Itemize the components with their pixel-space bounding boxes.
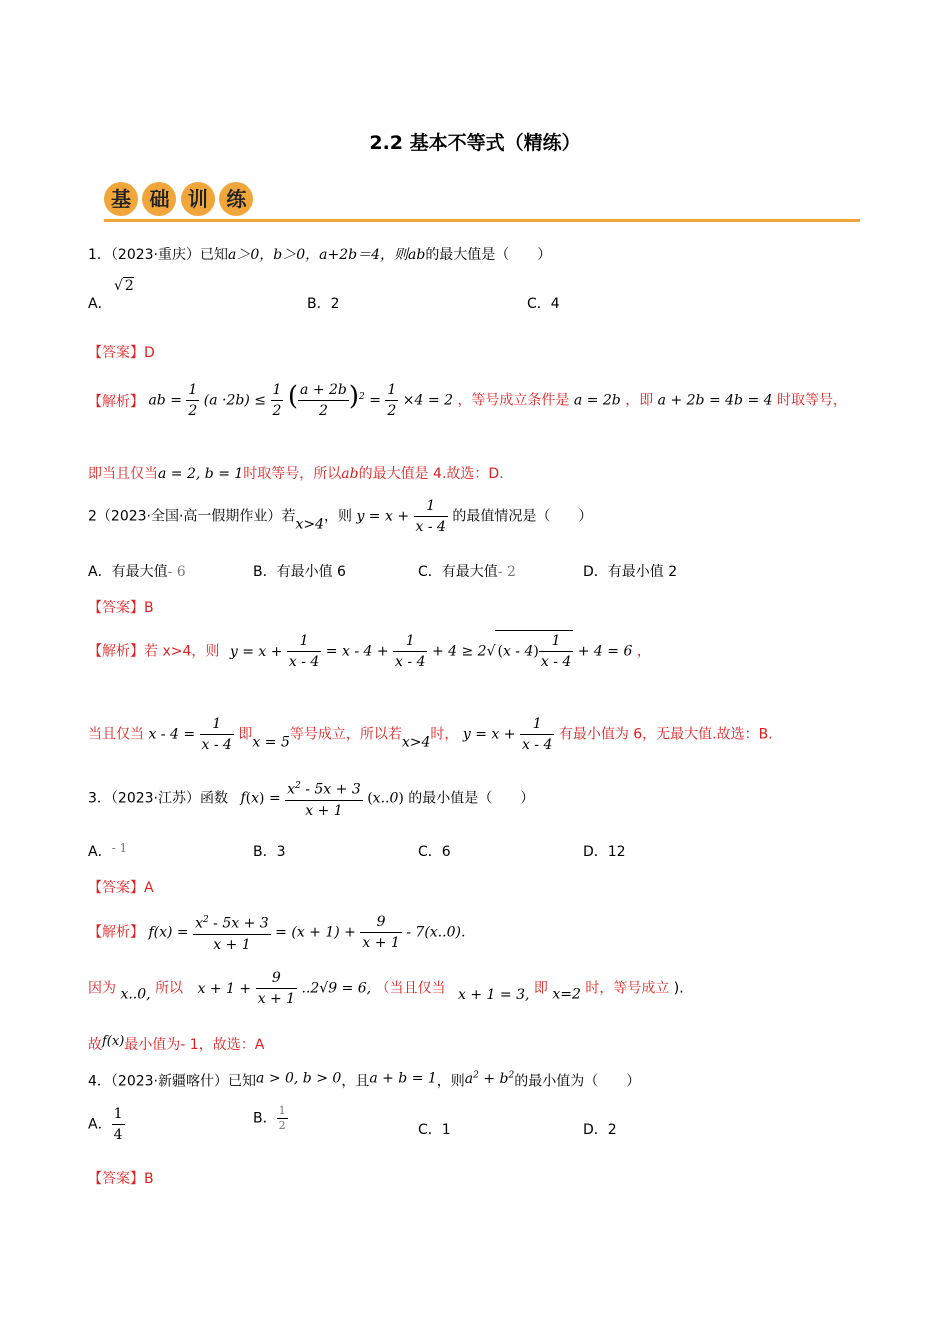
banner-char: 基 [104,182,138,216]
q1-option-a: A． [88,296,112,312]
q4-answer: 【答案】B [88,1171,154,1187]
q2-option-a: A．有最大值- 6 [88,564,186,580]
q1-option-b: B．2 [307,296,340,312]
q2-stem: 2（2023·全国·高一假期作业）若x>4，则 y = x + $\frac{1}{x - 4}$ 的最值情况是（ ） [88,498,593,535]
q1-option-c: C．4 [527,296,560,312]
q1-stem: 1．（2023·重庆）已知a＞0，b＞0，a+2b＝4，则ab的最大值是（ ） [88,247,552,263]
q2-option-b: B．有最小值 6 [253,564,346,580]
q2-option-d: D．有最小值 2 [583,564,678,580]
q1-answer: 【答案】D [88,345,155,361]
q3-option-b: B．3 [253,844,286,860]
q2-option-c: C．有最大值- 2 [418,564,516,580]
q4-option-b: B． $\frac{1}{2}$ [253,1104,286,1132]
q4-option-d: D．2 [583,1122,617,1138]
banner-char: 练 [219,182,253,216]
section-banner [104,182,253,222]
q4-stem: 4．（2023·新疆喀什）已知a > 0, b > 0，且a + b = 1，则$a^2 + b^2$的最小值为（ ） [88,1070,641,1090]
q3-stem: 3．（2023·江苏）函数 f(x) = $\frac{x^2 - 5x + 3}{x + 1}$ (x..0) 的最小值是（ ） [88,776,534,822]
q4-option-c: C．1 [418,1122,451,1138]
banner-char: 训 [181,182,215,216]
q4-option-a: A． $\frac{1}{4}$ [88,1106,123,1143]
q3-analysis-line2: 因为 x..0, 所以 x + 1 + $\frac{9}{x + 1}$ ..2√9 = 6, （当且仅当 x + 1 = 3, 即 x=2 时，等号成立 ). [88,970,684,1007]
q3-option-d: D．12 [583,844,626,860]
q1-analysis: 【解析】 ab = $\frac{1}{2}$ (a ·2b) ≤ $\frac{1}{2}$ ( $\frac{a + 2b}{2}$ )$^2$ = $\frac{1}{2}$ ×4 = 2 ，等号成立条件是 a = 2b ，即 a + 2b = 4b = 4 时取等号， [88,381,847,419]
q3-option-c: C．6 [418,844,451,860]
q2-analysis: 【解析】若 x>4，则 y = x + $\frac{1}{x - 4}$ = x - 4 + $\frac{1}{x - 4}$ + 4 ≥ 2√ (x - 4) $\frac{1}{x - 4}$ + 4 = 6 ， [88,630,651,682]
q3-analysis: 【解析】 f(x) = $\frac{x^2 - 5x + 3}{x + 1}$ = (x + 1) + $\frac{9}{x + 1}$ - 7(x..0). [88,910,465,956]
q3-analysis-line3: 故f(x)最小值为- 1，故选：A [88,1034,265,1053]
q2-answer: 【答案】B [88,600,154,616]
q1-option-a-value: √ 2 [114,278,134,294]
page-title: 2.2 基本不等式（精练） [369,132,581,154]
banner-divider [104,219,860,222]
q2-analysis-line2: 当且仅当 x - 4 = $\frac{1}{x - 4}$ 即x = 5等号成立，所以若x>4时， y = x + $\frac{1}{x - 4}$ 有最小值为 6，无最大值.故选：B. [88,716,773,753]
q1-analysis-line2: 即当且仅当a = 2, b = 1时取等号，所以ab的最大值是 4.故选：D. [88,466,504,482]
banner-char: 础 [142,182,176,216]
q3-answer: 【答案】A [88,880,154,896]
q3-option-a: A．- 1 [88,841,128,860]
